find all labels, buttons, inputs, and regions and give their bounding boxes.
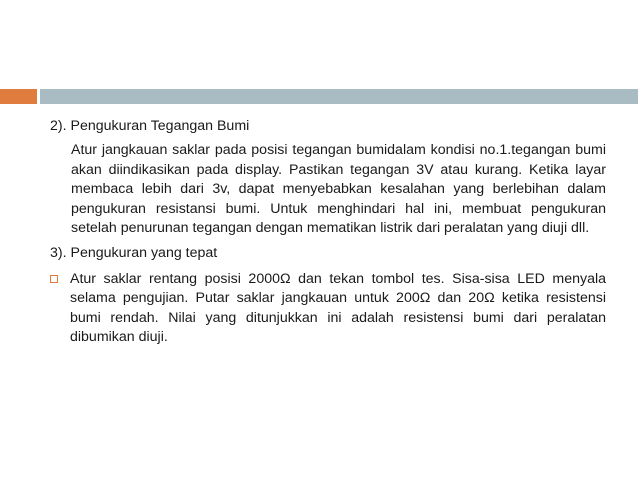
- section-3-bullet: [50, 270, 606, 348]
- slide-content: [50, 117, 606, 347]
- square-bullet-icon: [50, 275, 58, 283]
- header-accent-gray: [40, 89, 638, 104]
- section-3-heading: 3). Pengukuran yang tepat: [50, 245, 218, 262]
- header-accent-orange: [0, 89, 37, 104]
- section-3-bullet-text: Atur saklar rentang posisi 2000Ω dan tekan tombol tes. Sisa-sisa LED menyala selama pengujian. Putar saklar jangkauan untuk 200Ω dan 20Ω ketika resistensi bumi rendah. Nilai yang ditunjukkan ini adalah resistensi bumi dari peralatan dibumikan diuji.: [70, 270, 606, 346]
- section-2-heading: 2). Pengukuran Tegangan Bumi: [50, 118, 250, 134]
- section-2-body: Atur jangkauan saklar pada posisi tegangan bumidalam kondisi no.1.tegangan bumi akan diindikasikan pada display. Pastikan tegangan 3V atau kurang. Ketika layar membaca lebih dari 3v, dapat menyebabkan kesalahan yang berlebihan dalam pengukuran resistansi bumi. Untuk menghindari hal ini, membuat pengukuran setelah penurunan tegangan dengan mematikan listrik dari peralatan yang diuji dll.: [71, 142, 606, 237]
